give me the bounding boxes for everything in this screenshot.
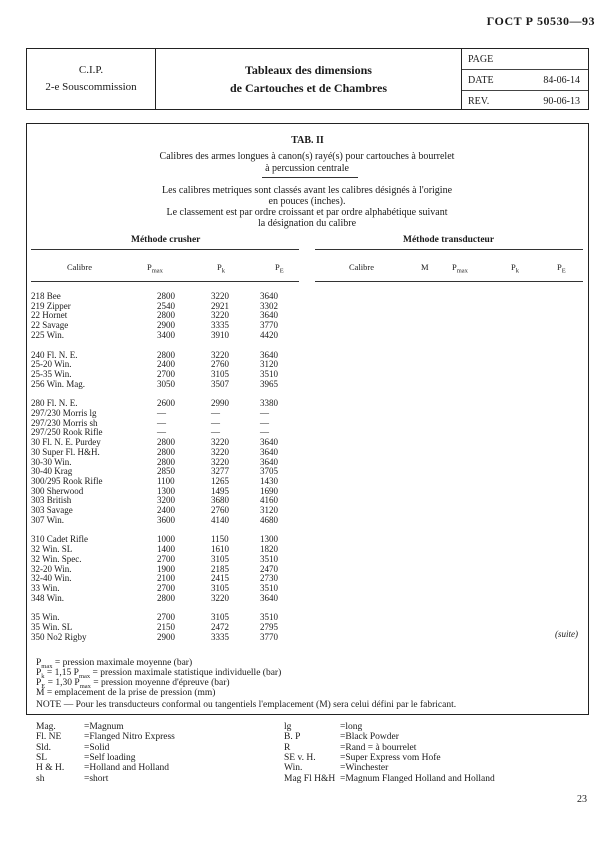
pmax-cell: 2100 bbox=[157, 573, 175, 584]
pk-cell: 1265 bbox=[211, 475, 229, 486]
calibre-cell: 303 British bbox=[31, 495, 72, 506]
abbreviation-meaning: =Winchester bbox=[340, 763, 389, 774]
col-pmax: $P_{max}$ bbox=[147, 262, 163, 275]
calibre-cell: 30 Fl. N. E. Purdey bbox=[31, 437, 101, 448]
calibre-cell: 218 Bee bbox=[31, 291, 61, 301]
pe-cell: 3640 bbox=[260, 446, 278, 457]
pe-cell: 3120 bbox=[260, 505, 278, 515]
calibre-cell: 219 Zipper bbox=[31, 300, 71, 311]
abbreviation-entry bbox=[284, 753, 554, 763]
pk-cell: 1610 bbox=[211, 544, 229, 555]
abbreviation-entry bbox=[284, 722, 554, 732]
table-row bbox=[31, 516, 301, 526]
pk-cell: 2760 bbox=[211, 359, 229, 370]
pe-cell: 3510 bbox=[260, 612, 278, 623]
calibre-cell: 307 Win. bbox=[31, 514, 64, 525]
pe-cell: 2795 bbox=[260, 622, 278, 632]
abbreviation-entry bbox=[36, 774, 306, 784]
calibre-cell: 280 Fl. N. E. bbox=[31, 398, 78, 409]
intro-line: à percussion centrale bbox=[265, 163, 349, 174]
calibre-cell: 297/230 Morris sh bbox=[31, 417, 98, 428]
abbreviation-meaning: =Solid bbox=[84, 742, 110, 753]
col-pe-transducer: $P_E$ bbox=[557, 262, 566, 275]
intro-line: en pouces (inches). bbox=[268, 196, 346, 207]
pe-cell: 2730 bbox=[260, 573, 278, 584]
pk-cell: 3680 bbox=[211, 495, 229, 506]
meta-cell bbox=[462, 49, 588, 109]
abbreviation-entry bbox=[36, 732, 306, 742]
pe-cell: 2470 bbox=[260, 563, 278, 574]
pk-cell: 1495 bbox=[211, 485, 229, 496]
pe-cell: — bbox=[260, 408, 269, 418]
pe-cell: 1690 bbox=[260, 485, 278, 496]
calibre-cell: 35 Win. SL bbox=[31, 622, 73, 632]
abbreviation-key: H & H. bbox=[36, 763, 65, 774]
abbreviation-entry bbox=[284, 743, 554, 753]
calibre-cell: 30 Super Fl. H&H. bbox=[31, 446, 100, 457]
pk-cell: 3277 bbox=[211, 466, 229, 477]
pmax-cell: 2850 bbox=[157, 466, 175, 477]
abbreviation-key: R bbox=[284, 742, 291, 753]
calibre-cell: 33 Win. bbox=[31, 582, 60, 593]
header-rule bbox=[31, 281, 299, 282]
calibre-cell: 22 Hornet bbox=[31, 310, 68, 321]
table-row bbox=[31, 584, 301, 594]
calibre-cell: 297/250 Rook Rifle bbox=[31, 427, 103, 438]
org-name: C.I.P. bbox=[78, 64, 104, 76]
pmax-cell: 2700 bbox=[157, 612, 175, 623]
pmax-cell: — bbox=[157, 427, 166, 438]
intro-line: Les calibres metriques sont classés avant les calibres désignés à l'origine bbox=[161, 185, 453, 196]
abbreviation-entry bbox=[36, 722, 306, 732]
transducer-section-title: Méthode transducteur bbox=[403, 235, 495, 245]
pk-cell: 3335 bbox=[211, 631, 229, 642]
abbreviation-meaning: =Holland and Holland bbox=[84, 763, 170, 774]
doc-title-line2: de Cartouches et de Chambres bbox=[229, 81, 388, 95]
calibre-cell: 25-20 Win. bbox=[31, 359, 72, 370]
abbreviation-key: SL bbox=[36, 752, 48, 763]
pe-cell: 3640 bbox=[260, 310, 278, 321]
pmax-cell: 2150 bbox=[157, 622, 175, 632]
pe-cell: 1820 bbox=[260, 544, 278, 555]
abbreviation-entry bbox=[36, 753, 306, 763]
pe-cell: — bbox=[260, 427, 269, 438]
page-label: PAGE bbox=[468, 53, 494, 65]
table-row bbox=[31, 477, 301, 487]
abbreviation-key: Mag. bbox=[36, 722, 56, 732]
col-pe: $P_E$ bbox=[275, 262, 284, 275]
pk-cell: 3507 bbox=[211, 378, 229, 389]
pk-cell: 3220 bbox=[211, 310, 229, 321]
header-rule bbox=[31, 249, 299, 250]
pmax-cell: 2800 bbox=[157, 349, 175, 360]
pk-cell: 3220 bbox=[211, 446, 229, 457]
calibre-cell: 310 Cadet Rifle bbox=[31, 534, 88, 545]
abbreviation-key: lg bbox=[284, 722, 292, 732]
pmax-cell: 2400 bbox=[157, 359, 175, 370]
col-pk: $P_k$ bbox=[217, 262, 225, 275]
abbreviation-entry bbox=[284, 763, 554, 773]
pe-cell: 3705 bbox=[260, 466, 278, 477]
document-header bbox=[26, 48, 589, 110]
pk-cell: 2990 bbox=[211, 398, 229, 409]
calibre-cell: 32 Win. Spec. bbox=[31, 553, 82, 564]
calibre-cell: 32-40 Win. bbox=[31, 573, 72, 584]
abbreviation-meaning: =short bbox=[84, 773, 109, 784]
pmax-cell: 3400 bbox=[157, 329, 175, 340]
col-calibre-transducer: Calibre bbox=[349, 262, 375, 272]
pe-cell: 3510 bbox=[260, 368, 278, 379]
abbreviation-meaning: =Super Express vom Hofe bbox=[340, 752, 441, 763]
pk-cell: 3335 bbox=[211, 320, 229, 331]
calibre-cell: 30-40 Krag bbox=[31, 466, 73, 477]
abbreviation-meaning: =Self loading bbox=[84, 752, 136, 763]
pmax-cell: 2700 bbox=[157, 368, 175, 379]
pmax-cell: 2540 bbox=[157, 300, 175, 311]
pmax-cell: 2800 bbox=[157, 310, 175, 321]
pe-cell: 3510 bbox=[260, 553, 278, 564]
pmax-cell: 2800 bbox=[157, 437, 175, 448]
rev-label: REV. bbox=[468, 95, 490, 107]
pk-cell: 3220 bbox=[211, 291, 229, 301]
pk-cell: — bbox=[211, 427, 220, 438]
pmax-cell: 2700 bbox=[157, 582, 175, 593]
pmax-cell: 2900 bbox=[157, 631, 175, 642]
pk-cell: — bbox=[211, 408, 220, 418]
header-rule bbox=[315, 249, 583, 250]
pk-cell: 3220 bbox=[211, 456, 229, 467]
table-title: TAB. II bbox=[291, 135, 324, 146]
rev-value: 90-06-13 bbox=[543, 95, 580, 107]
col-calibre: Calibre bbox=[67, 262, 93, 272]
organization-cell bbox=[27, 49, 156, 109]
pmax-cell: 3200 bbox=[157, 495, 175, 506]
intro-line: Calibres des armes longues à canon(s) rayé(s) pour cartouches à bourrelet bbox=[159, 151, 455, 162]
pmax-cell: 2400 bbox=[157, 505, 175, 515]
pmax-cell: — bbox=[157, 417, 166, 428]
pmax-cell: 3050 bbox=[157, 378, 175, 389]
rev-row bbox=[462, 91, 588, 111]
pmax-cell: 2700 bbox=[157, 553, 175, 564]
pk-cell: 3105 bbox=[211, 612, 229, 623]
table-row bbox=[31, 370, 301, 380]
pe-cell: 3640 bbox=[260, 437, 278, 448]
pk-cell: 3105 bbox=[211, 582, 229, 593]
abbreviation-key: Sld. bbox=[36, 742, 52, 753]
continued-note: (suite) bbox=[555, 629, 578, 639]
abbreviation-meaning: =Rand = à bourrelet bbox=[340, 742, 417, 753]
pe-cell: 3302 bbox=[260, 300, 278, 311]
pmax-cell: 2800 bbox=[157, 592, 175, 603]
calibre-cell: 30-30 Win. bbox=[31, 456, 72, 467]
pe-cell: 3510 bbox=[260, 582, 278, 593]
abbreviation-key: Win. bbox=[284, 763, 303, 774]
pe-cell: 1300 bbox=[260, 534, 278, 545]
col-m: M bbox=[421, 262, 429, 272]
pk-cell: 2472 bbox=[211, 622, 229, 632]
calibre-cell: 303 Savage bbox=[31, 505, 73, 515]
date-label: DATE bbox=[468, 74, 494, 86]
date-value: 84-06-14 bbox=[543, 74, 580, 86]
legend-line: $P_k = 1,15$ $P_{max}$ = pression maximale statistique individuelle (bar) bbox=[36, 668, 282, 680]
pmax-cell: — bbox=[157, 408, 166, 418]
page-row bbox=[462, 49, 588, 70]
legend-line: M = emplacement de la prise de pression (mm) bbox=[36, 688, 216, 698]
calibre-cell: 35 Win. bbox=[31, 612, 60, 623]
abbreviation-entry bbox=[36, 763, 306, 773]
date-row bbox=[462, 70, 588, 91]
table-frame bbox=[26, 123, 589, 715]
abbreviation-key: B. P bbox=[284, 732, 301, 743]
abbreviation-key: SE v. H. bbox=[284, 752, 316, 763]
crusher-section-title: Méthode crusher bbox=[131, 235, 201, 245]
pmax-cell: 2800 bbox=[157, 291, 175, 301]
abbreviation-entry bbox=[284, 774, 554, 784]
pk-cell: 4140 bbox=[211, 514, 229, 525]
intro-line: Le classement est par ordre croissant et par ordre alphabétique suivant bbox=[166, 207, 448, 218]
pe-cell: 3640 bbox=[260, 349, 278, 360]
abbreviation-meaning: =long bbox=[340, 722, 363, 732]
divider bbox=[262, 177, 358, 178]
legend-line: $P_E = 1,30$ $P_{max}$ = pression moyenne d'épreuve (bar) bbox=[36, 678, 230, 690]
calibre-cell: 225 Win. bbox=[31, 329, 64, 340]
pmax-cell: 1300 bbox=[157, 485, 175, 496]
abbreviation-entry bbox=[36, 743, 306, 753]
legend-note: NOTE — Pour les transducteurs conformal ou tangentiels l'emplacement (M) sera celui défini par le fabricant. bbox=[36, 700, 457, 710]
pmax-cell: 1000 bbox=[157, 534, 175, 545]
pk-cell: 2760 bbox=[211, 505, 229, 515]
pe-cell: 3120 bbox=[260, 359, 278, 370]
org-subcommission: 2-e Souscommission bbox=[45, 81, 137, 93]
pk-cell: 3220 bbox=[211, 349, 229, 360]
pe-cell: 1430 bbox=[260, 475, 278, 486]
abbreviation-key: Mag Fl H&H bbox=[284, 773, 336, 784]
standard-number: ГОСТ Р 50530—93 bbox=[486, 14, 595, 28]
col-pk-transducer: $P_k$ bbox=[511, 262, 519, 275]
table-row bbox=[31, 448, 301, 458]
pk-cell: 3105 bbox=[211, 368, 229, 379]
pk-cell: 3220 bbox=[211, 437, 229, 448]
table-row bbox=[31, 555, 301, 565]
pe-cell: 3965 bbox=[260, 378, 278, 389]
pmax-cell: 3600 bbox=[157, 514, 175, 525]
pe-cell: 4420 bbox=[260, 329, 278, 340]
legend-line: $P_{max}$ = pression maximale moyenne (bar) bbox=[36, 658, 193, 670]
pmax-cell: 1400 bbox=[157, 544, 175, 555]
page-number: 23 bbox=[577, 794, 587, 805]
pk-cell: 3220 bbox=[211, 592, 229, 603]
pmax-cell: 2600 bbox=[157, 398, 175, 409]
abbreviation-entry bbox=[284, 732, 554, 742]
calibre-cell: 32-20 Win. bbox=[31, 563, 72, 574]
col-pmax-transducer: $P_{max}$ bbox=[452, 262, 468, 275]
pmax-cell: 1100 bbox=[157, 475, 175, 486]
table-row bbox=[31, 380, 301, 390]
pk-cell: 3910 bbox=[211, 329, 229, 340]
pe-cell: 4680 bbox=[260, 514, 278, 525]
pe-cell: 3640 bbox=[260, 592, 278, 603]
pe-cell: 3640 bbox=[260, 291, 278, 301]
pk-cell: 2921 bbox=[211, 300, 229, 311]
pk-cell: — bbox=[211, 417, 220, 428]
abbreviation-meaning: =Black Powder bbox=[340, 732, 399, 743]
header-rule bbox=[315, 281, 583, 282]
abbreviation-key: sh bbox=[36, 773, 45, 784]
abbreviation-meaning: =Magnum Flanged Holland and Holland bbox=[340, 773, 495, 784]
calibre-cell: 348 Win. bbox=[31, 592, 64, 603]
pe-cell: 3640 bbox=[260, 456, 278, 467]
calibre-cell: 256 Win. Mag. bbox=[31, 378, 85, 389]
doc-title-line1: Tableaux des dimensions bbox=[245, 63, 372, 77]
pe-cell: 4160 bbox=[260, 495, 278, 506]
pmax-cell: 2800 bbox=[157, 446, 175, 457]
pmax-cell: 1900 bbox=[157, 563, 175, 574]
table-row bbox=[31, 594, 301, 604]
pe-cell: 3770 bbox=[260, 631, 278, 642]
abbreviation-meaning: =Flanged Nitro Express bbox=[84, 732, 175, 743]
title-cell bbox=[156, 49, 462, 109]
pmax-cell: 2800 bbox=[157, 456, 175, 467]
calibre-cell: 32 Win. SL bbox=[31, 544, 73, 555]
pk-cell: 3105 bbox=[211, 553, 229, 564]
pe-cell: 3770 bbox=[260, 320, 278, 331]
calibre-cell: 300 Sherwood bbox=[31, 485, 84, 496]
pmax-cell: 2900 bbox=[157, 320, 175, 331]
pk-cell: 2415 bbox=[211, 573, 229, 584]
intro-line: la désignation du calibre bbox=[257, 218, 357, 229]
table-row bbox=[31, 633, 301, 643]
pk-cell: 1150 bbox=[211, 534, 229, 545]
calibre-cell: 25-35 Win. bbox=[31, 368, 72, 379]
table-row bbox=[31, 331, 301, 341]
calibre-cell: 350 No2 Rigby bbox=[31, 631, 87, 642]
calibre-cell: 300/295 Rook Rifle bbox=[31, 475, 103, 486]
calibre-cell: 240 Fl. N. E. bbox=[31, 349, 78, 360]
abbreviation-key: Fl. NE bbox=[36, 732, 62, 743]
calibre-cell: 22 Savage bbox=[31, 320, 69, 331]
pe-cell: 3380 bbox=[260, 398, 278, 409]
calibre-cell: 297/230 Morris lg bbox=[31, 408, 97, 418]
pe-cell: — bbox=[260, 417, 269, 428]
abbreviation-meaning: =Magnum bbox=[84, 722, 124, 732]
pk-cell: 2185 bbox=[211, 563, 229, 574]
